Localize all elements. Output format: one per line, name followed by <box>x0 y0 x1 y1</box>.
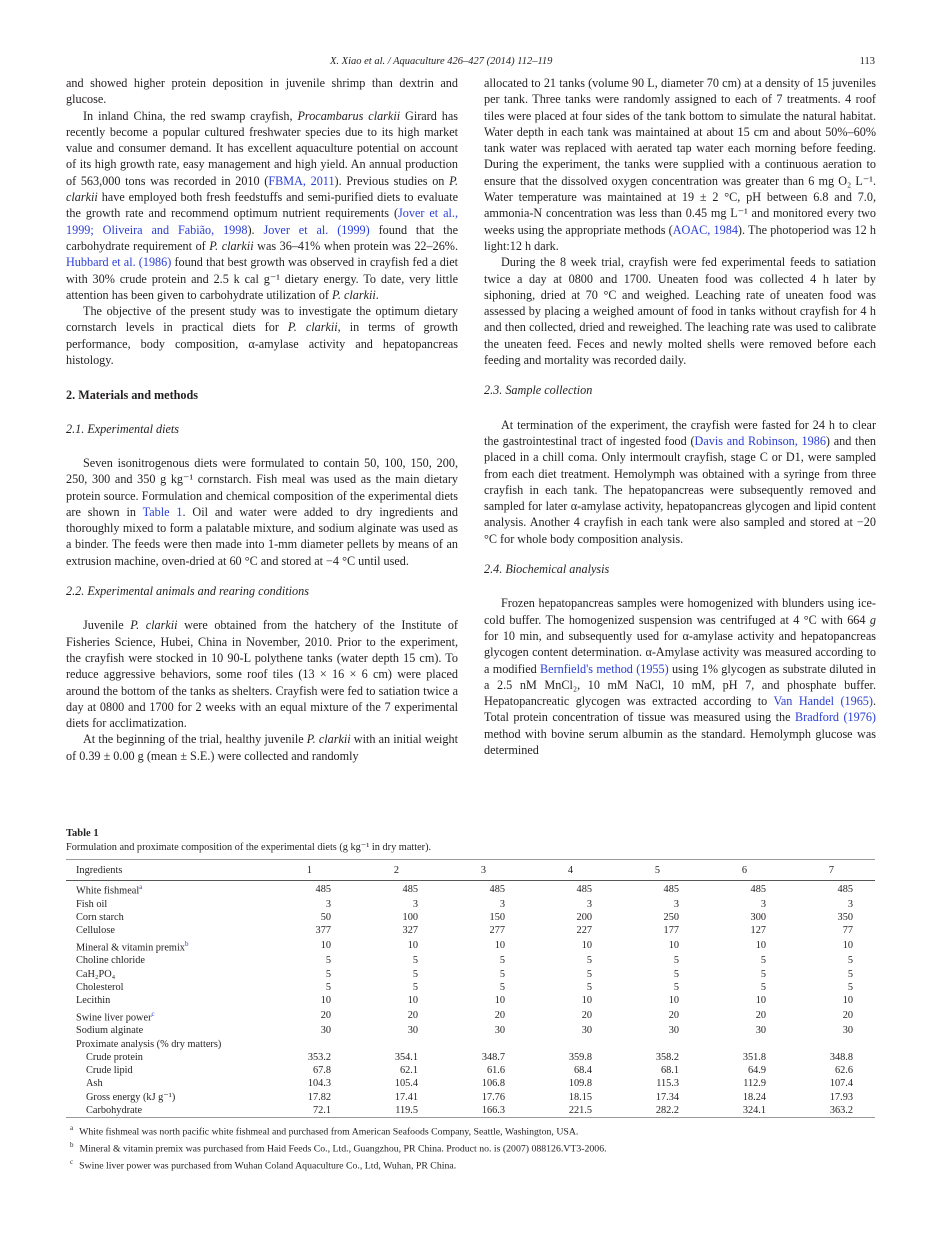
column-header: 7 <box>828 865 835 876</box>
table-cell: 100 <box>402 912 418 924</box>
table-cell: 5 <box>847 955 853 967</box>
table-cell: 20 <box>320 1010 331 1022</box>
table-cell: 5 <box>499 968 505 980</box>
footnote-text: Mineral & vitamin premix was purchased from Haid Feeds Co., Ltd., Guangzhou, PR China. Product no. is (2007) 088126.VT3-2006. <box>79 1143 607 1155</box>
row-label: CaH₂PO₄ <box>76 968 116 980</box>
table-cell: 68.4 <box>573 1065 592 1077</box>
table-cell-empty <box>266 1038 875 1051</box>
row-label: Crude protein <box>86 1051 143 1063</box>
table-cell: 10 <box>407 940 418 952</box>
table-cell: 5 <box>673 968 679 980</box>
table-cell: 354.1 <box>394 1051 418 1063</box>
footnote-text: Swine liver power was purchased from Wuhan Coland Aquaculture Co., Ltd, Wuhan, PR China. <box>79 1160 457 1172</box>
paragraph: allocated to 21 tanks (volume 90 L, diameter 70 cm) at a density of 15 juveniles per tank. Three tanks were randomly assigned to each of 7 treatments. 4 roof tiles were placed at four sides of the tank bottom to simulate the natural habitat. Water depth in each tank was maintained at about 15 cm and about 50%–60% tank water was replaced with aerated tap water each morning before feeding. During the experiment, the tanks were supplied with a continuous aeration to ensure that the dissolved oxygen concentration was greater than 6 mg O₂ L⁻¹. Water temperature was maintained at 19 ± 2 °C, pH between 6.8 and 7.0, ammonia-N concentration was less than 0.45 mg L⁻¹ and monitored every two weeks using the appropriate methods (AOAC, 1984). The photoperiod was 12 h light:12 h dark. <box>484 76 877 253</box>
footnote-mark: c <box>70 1157 74 1166</box>
table-cell: 3 <box>586 898 592 910</box>
table-row <box>66 881 875 898</box>
table-cell: 250 <box>663 912 679 924</box>
diet-composition-table <box>66 859 875 1118</box>
section-heading: 2.4. Biochemical analysis <box>484 562 610 577</box>
table-cell: 5 <box>412 968 418 980</box>
table-cell: 5 <box>760 955 766 967</box>
citation-link[interactable]: AOAC, 1984 <box>672 222 738 237</box>
column-header: 4 <box>567 865 574 876</box>
column-header: 1 <box>306 865 313 876</box>
table-cell: 5 <box>499 955 505 967</box>
table-cell: 150 <box>489 912 505 924</box>
column-header: 2 <box>393 865 400 876</box>
column-header: 5 <box>654 865 661 876</box>
table-cell: 64.9 <box>747 1065 766 1077</box>
table-footnote <box>70 1139 875 1156</box>
table-cell: 166.3 <box>481 1105 505 1117</box>
italic-text: g <box>869 612 876 627</box>
row-label: Proximate analysis (% dry matters) <box>76 1038 222 1050</box>
table-row <box>66 898 875 911</box>
citation-link[interactable]: Bradford (1976) <box>795 710 876 725</box>
table-cell: 10 <box>494 995 505 1007</box>
table-cell: 3 <box>499 898 505 910</box>
column-header: 6 <box>741 865 748 876</box>
table-cell: 50 <box>320 912 331 924</box>
table-cell: 200 <box>576 912 592 924</box>
table-cell: 3 <box>412 898 418 910</box>
table-footnote <box>70 1156 875 1173</box>
table-cell: 106.8 <box>481 1078 505 1090</box>
table-cell: 353.2 <box>307 1051 331 1063</box>
left-column <box>66 75 458 764</box>
row-label: Fish oil <box>76 898 108 910</box>
row-label: Ash <box>86 1078 103 1090</box>
italic-text: P. clarkii <box>287 320 338 335</box>
row-label: Gross energy (kJ g⁻¹) <box>86 1091 176 1103</box>
table-cell: 10 <box>581 995 592 1007</box>
table-cell: 5 <box>847 981 853 993</box>
table-row <box>66 1091 875 1104</box>
footnote-marker[interactable]: b <box>184 939 189 948</box>
row-label: Cholesterol <box>76 981 124 993</box>
column-header: 3 <box>480 865 487 876</box>
table-cell: 3 <box>325 898 331 910</box>
table-row <box>66 1077 875 1090</box>
table-cell: 68.1 <box>660 1065 679 1077</box>
table-cell: 30 <box>668 1025 679 1037</box>
table-cell: 20 <box>842 1010 853 1022</box>
table-footnote <box>70 1122 875 1139</box>
italic-text: P. clarkii <box>332 287 376 302</box>
paragraph: During the 8 week trial, crayfish were fed experimental feeds to satiation twice a day at 0800 and 1700. Uneaten food was collected 4 h later by siphoning, dried at 70 °C and weighed. Leaching rate of uneaten food was assessed by placing a weighed amount of food in tanks without crayfish for 4 h and then collected, dried and reweighed. The leaching rate was used to calibrate the uneaten feed. Feces and newly molted shells were removed before each feeding and mortality was recorded daily. <box>484 255 876 368</box>
table-cell: 104.3 <box>307 1078 331 1090</box>
table-cell: 277 <box>489 925 505 937</box>
table-title: Table 1 <box>66 828 99 839</box>
table-cell: 20 <box>407 1010 418 1022</box>
row-label: Carbohydrate <box>86 1105 143 1117</box>
table-row <box>66 924 875 937</box>
table-cell: 30 <box>581 1025 592 1037</box>
table-cell: 20 <box>755 1010 766 1022</box>
table-cell: 10 <box>755 995 766 1007</box>
table-cell: 359.8 <box>568 1051 592 1063</box>
table-cell: 67.8 <box>312 1065 331 1077</box>
table-row <box>66 981 875 994</box>
table-cell: 5 <box>760 968 766 980</box>
table-cell: 485 <box>663 883 679 895</box>
table-cell: 18.15 <box>568 1091 592 1103</box>
table-cell: 351.8 <box>742 1051 766 1063</box>
table-cell: 10 <box>581 940 592 952</box>
table-cell: 20 <box>668 1010 679 1022</box>
footnote-text: White fishmeal was north pacific white fishmeal and purchased from American Seafoods Company, Seattle, Washington, USA. <box>79 1126 579 1138</box>
table-row <box>66 1051 875 1064</box>
table-cell: 177 <box>663 925 679 937</box>
table-cell: 5 <box>586 968 592 980</box>
citation-link[interactable]: Bernfield's method (1955) <box>540 661 669 676</box>
section-heading: 2.3. Sample collection <box>484 383 593 398</box>
table-cell: 119.5 <box>395 1105 418 1117</box>
table-cell: 3 <box>673 898 679 910</box>
paragraph: In inland China, the red swamp crayfish, Procambarus clarkii Girard has recently become a popular cultured freshwater species due to its high market value and consumer demand. It has excellent aquaculture potential on account of its high growth rate, easy management and high yield. An annual production of 563,000 tons was recorded in 2010 (FBMA, 2011). Previous studies on P. clarkii have employed both fresh feedstuffs and semi-purified diets to evaluate the growth rate and recommend optimum nutrient requirements (Jover et al., 1999; Oliveira and Fabião, 1998). Jover et al. (1999) found that the carbohydrate requirement of P. clarkii was 36–41% when protein was 22–26%. Hubbard et al. (1986) found that best growth was observed in crayfish fed a diet with 30% crude protein and 2.5 k cal g⁻¹ dietary energy. To date, very little attention has been given to carbohydrate utilization of P. clarkii. <box>66 108 459 302</box>
table-row <box>66 1064 875 1077</box>
table-row <box>66 968 875 981</box>
table-cell: 363.2 <box>829 1105 853 1117</box>
table-cell: 17.34 <box>655 1091 679 1103</box>
table-cell: 5 <box>673 981 679 993</box>
table-cell: 20 <box>494 1010 505 1022</box>
italic-text: P. clarkii <box>66 173 458 205</box>
running-title: X. Xiao et al. / Aquaculture 426–427 (2014) 112–119 <box>330 56 553 67</box>
table-cell: 3 <box>760 898 766 910</box>
citation-link[interactable]: Hubbard et al. (1986) <box>66 255 172 270</box>
table-cell: 227 <box>576 925 592 937</box>
table-cell: 17.82 <box>307 1091 331 1103</box>
table-cell: 5 <box>673 955 679 967</box>
table-cell: 5 <box>412 955 418 967</box>
citation-link[interactable]: Davis and Robinson, 1986 <box>694 433 826 448</box>
citation-link[interactable]: FBMA, 2011 <box>268 173 335 188</box>
table-cell: 5 <box>586 955 592 967</box>
paragraph: The objective of the present study was to investigate the optimum dietary cornstarch levels in practical diets for P. clarkii, in terms of growth performance, body composition, α-amylase activity and hepatopancreas histology. <box>66 304 459 368</box>
table-row <box>66 1038 875 1051</box>
table-cell: 358.2 <box>655 1051 679 1063</box>
table-cell: 485 <box>837 883 853 895</box>
table-cell: 30 <box>755 1025 766 1037</box>
row-label: Cellulose <box>76 925 115 937</box>
table-cell: 62.6 <box>834 1065 853 1077</box>
table-cell: 485 <box>489 883 505 895</box>
table-cell: 5 <box>847 968 853 980</box>
table-cell: 485 <box>750 883 766 895</box>
citation-link[interactable]: Van Handel (1965) <box>773 694 873 709</box>
table-cell: 282.2 <box>655 1105 679 1117</box>
table-cell: 5 <box>325 955 331 967</box>
table-cell: 30 <box>407 1025 418 1037</box>
citation-link[interactable]: Table 1 <box>142 504 183 519</box>
row-label: Choline chloride <box>76 955 145 967</box>
italic-text: Procambarus clarkii <box>297 108 401 123</box>
table-cell: 5 <box>760 981 766 993</box>
column-header: Ingredients <box>76 865 123 876</box>
table-cell: 115.3 <box>656 1078 679 1090</box>
table-cell: 62.1 <box>399 1065 418 1077</box>
section-heading: 2.1. Experimental diets <box>66 421 180 436</box>
right-column <box>484 75 876 758</box>
section-heading: 2.2. Experimental animals and rearing conditions <box>66 584 309 599</box>
table-cell: 348.7 <box>481 1051 505 1063</box>
table-cell: 77 <box>842 925 853 937</box>
table-cell: 10 <box>407 995 418 1007</box>
paragraph: At the beginning of the trial, healthy juvenile P. clarkii with an initial weight of 0.39 ± 0.00 g (mean ± S.E.) were collected and randomly <box>66 732 458 763</box>
table-cell: 3 <box>847 898 853 910</box>
italic-text: P. clarkii <box>130 618 178 633</box>
footnote-marker[interactable]: a <box>139 883 143 891</box>
table-cell: 107.4 <box>829 1078 853 1090</box>
table-cell: 221.5 <box>568 1105 592 1117</box>
table-cell: 10 <box>320 995 331 1007</box>
row-label: Crude lipid <box>86 1065 133 1077</box>
table-cell: 72.1 <box>312 1105 331 1117</box>
table-cell: 377 <box>315 925 331 937</box>
table-cell: 10 <box>494 940 505 952</box>
table-cell: 17.41 <box>394 1091 418 1103</box>
table-cell: 10 <box>320 940 331 952</box>
footnote-mark: a <box>70 1124 74 1133</box>
table-cell: 10 <box>668 995 679 1007</box>
table-cell: 300 <box>750 912 766 924</box>
row-label: Corn starch <box>76 912 124 924</box>
row-label: White fishmeal$^a$ <box>76 883 143 897</box>
table-1 <box>66 828 875 1173</box>
table-cell: 10 <box>755 940 766 952</box>
table-cell: 5 <box>412 981 418 993</box>
table-cell: 105.4 <box>394 1078 418 1090</box>
table-cell: 485 <box>402 883 418 895</box>
row-label: Lecithin <box>76 995 111 1007</box>
table-cell: 485 <box>576 883 592 895</box>
table-cell: 127 <box>750 925 766 937</box>
table-cell: 10 <box>842 995 853 1007</box>
italic-text: P. clarkii <box>306 732 351 747</box>
table-cell: 10 <box>842 940 853 952</box>
table-cell: 10 <box>668 940 679 952</box>
table-cell: 30 <box>842 1025 853 1037</box>
footnote-mark: b <box>70 1141 74 1150</box>
table-row <box>66 1008 875 1025</box>
paragraph: At termination of the experiment, the crayfish were fasted for 24 h to clear the gastrointestinal tract of ingested food (Davis and Robinson, 1986) and then placed in a chill coma. Only intermoult crayfish, stage C or D1, were sampled from each diet treatment. Hemolymph was obtained with a syringe from three crayfish in each tank. The hepatopancreas were subsequently removed and sampled for later α-amylase activity, hepatopancreas glycogen and lipid content analysis. Another 4 crayfish in each tank were also sampled and stored at −20 °C for whole body composition analysis. <box>484 417 877 546</box>
table-cell: 324.1 <box>742 1105 766 1117</box>
table-cell: 350 <box>837 912 853 924</box>
table-cell: 17.76 <box>481 1091 505 1103</box>
citation-link[interactable]: Jover et al. (1999) <box>263 222 370 237</box>
citation-link[interactable]: Jover et al., 1999; Oliveira and Fabião, 1998 <box>66 206 458 237</box>
table-cell: 61.6 <box>486 1065 505 1077</box>
row-label: Mineral & vitamin premix$^b$ <box>76 939 189 954</box>
table-row <box>66 954 875 967</box>
table-row <box>66 938 875 955</box>
table-row <box>66 1104 875 1118</box>
table-cell: 112.9 <box>743 1078 766 1090</box>
paragraph: and showed higher protein deposition in juvenile shrimp than dextrin and glucose. <box>66 76 458 107</box>
table-cell: 109.8 <box>568 1078 592 1090</box>
table-cell: 30 <box>320 1025 331 1037</box>
page-number: 113 <box>859 56 875 67</box>
table-header-row <box>66 860 875 881</box>
table-row <box>66 994 875 1007</box>
table-footnotes <box>66 1122 875 1172</box>
table-cell: 17.93 <box>829 1091 853 1103</box>
table-cell: 5 <box>499 981 505 993</box>
table-row <box>66 911 875 924</box>
row-label: Swine liver power$^c$ <box>76 1009 155 1023</box>
paragraph: Frozen hepatopancreas samples were homogenized with blunders using ice-cold buffer. The homogenized suspension was centrifuged at 4 °C with 664 g for 10 min, and subsequently used for α-amylase activity and hepatopancreas glycogen content determination. α-Amylase activity was measured according to a modified Bernfield's method (1955) using 1% glycogen as substrate diluted in a 2.5 nM MnCl₂, 10 mM NaCl, 10 mM, pH 7, and phosphate buffer. Hepatopancreatic glycogen was extracted according to Van Handel (1965). Total protein concentration of tissue was measured using the Bradford (1976) method with bovine serum albumin as the standard. Hemolymph glucose was determined <box>484 596 877 757</box>
table-cell: 348.8 <box>829 1051 853 1063</box>
italic-text: P. clarkii <box>209 238 254 253</box>
footnote-marker[interactable]: c <box>151 1009 155 1018</box>
section-heading: 2. Materials and methods <box>66 388 199 403</box>
table-cell: 18.24 <box>742 1091 766 1103</box>
table-cell: 30 <box>494 1025 505 1037</box>
table-cell: 5 <box>325 981 331 993</box>
row-label: Sodium alginate <box>76 1025 144 1037</box>
table-caption: Formulation and proximate composition of the experimental diets (g kg⁻¹ in dry matter). <box>66 842 432 853</box>
paragraph: Seven isonitrogenous diets were formulated to contain 50, 100, 150, 200, 250, 300 and 350 g kg⁻¹ cornstarch. Fish meal was used as the main dietary protein source. Formulation and chemical composition of the experimental diets are shown in Table 1. Oil and water were added to dry ingredients and thoroughly mixed to form a palatable mixture, and sodium alginate was used as a binder. The feeds were then made into 1-mm diameter pellets by means of an extrusion machine, oven-dried at 60 °C and stored at −4 °C until used. <box>66 455 458 568</box>
paragraph: Juvenile P. clarkii were obtained from the hatchery of the Institute of Fisheries Science, Hubei, China in November, 2010. Prior to the experiment, the crayfish were stocked in 10 90-L polythene tanks (water depth 15 cm). To reduce aggressive behaviors, some roof tiles (13 × 16 × 6 cm) were placed around the bottom of the tanks as shelters. Crayfish were fed to satiation twice a day at 0800 and 1700 for 2 weeks with an equal mixture of the 7 experimental diets for acclimatization. <box>66 618 458 731</box>
table-cell: 327 <box>402 925 418 937</box>
table-cell: 20 <box>581 1010 592 1022</box>
table-cell: 5 <box>586 981 592 993</box>
table-cell: 485 <box>315 883 331 895</box>
table-row <box>66 1024 875 1037</box>
table-cell: 5 <box>325 968 331 980</box>
